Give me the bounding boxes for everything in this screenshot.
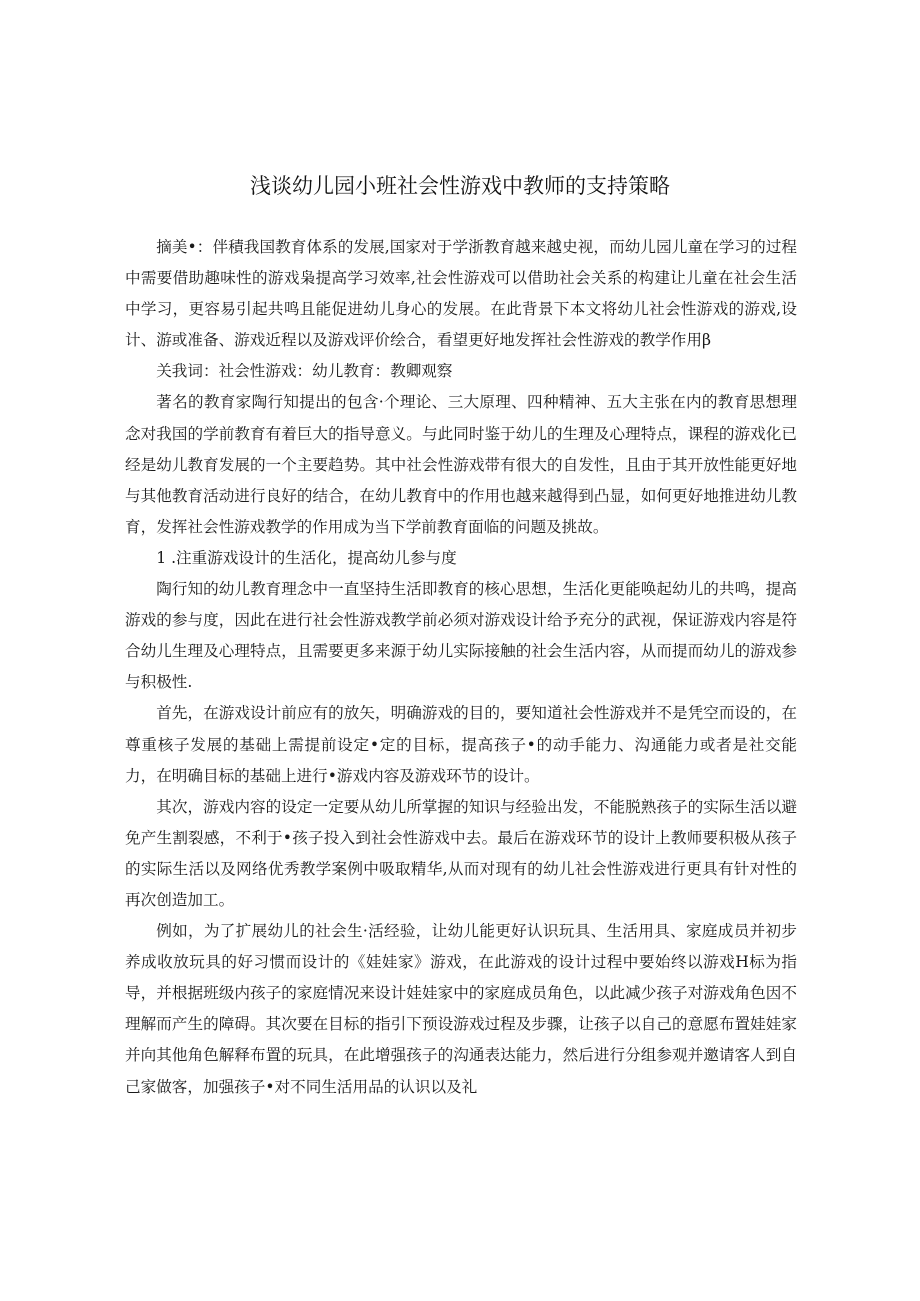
section-heading: 1 .注重游戏设计的生活化，提高幼儿参与度 [156, 548, 457, 567]
document-title: 浅谈幼儿园小班社会性游戏中教师的支持策略 [250, 174, 670, 198]
body-paragraph: 著名的教育家陶行知提出的包含·个理论、三大原理、四种精神、五大主张在内的教育思想理念对我国的学前教育有着巨大的指导意义。与此同时鉴于幼儿的生理及心理特点，课程的游戏化已经是幼儿教育发展的一个主要趋势。其中社会性游戏带有很大的自发性，且由于其开放性能更好地与其他教育活动进行良好的结合，在幼儿教育中的作用也越来越得到凸显，如何更好地推进幼儿教育，发挥社会性游戏教学的作用成为当下学前教育面临的问题及挑故。 [125, 393, 797, 536]
body-paragraph: 例如，为了扩展幼儿的社会生·活经验，让幼儿能更好认识玩具、生活用具、家庭成员并初步养成收放玩具的好习惯而设计的《娃娃家》游戏，在此游戏的设计过程中要始终以游戏H标为指导，并根据班级内孩子的家庭情况来设计娃娃家中的家庭成员角色，以此减少孩子对游戏角色因不理解而产生的障碍。其次要在目标的指引下预设游戏过程及步骤，让孩子以自己的意愿布置娃娃家并向其他角色解释布置的玩具，在此增强孩子的沟通表达能力，然后进行分组参观并邀请客人到自己家做客，加强孩子•对不同生活用品的认识以及礼 [125, 922, 797, 1096]
body-paragraph: 其次，游戏内容的设定一定要从幼儿所掌握的知识与经验出发，不能脱熟孩子的实际生活以避免产生割裂感，不利于•孩子投入到社会性游戏中去。最后在游戏环节的设计上教师要积极从孩子的实际生活以及网络优秀教学案例中吸取精华,从而对现有的幼儿社会性游戏进行更具有针对性的再次创造加工。 [125, 797, 797, 909]
document-body [125, 232, 797, 1103]
body-paragraph: 首先，在游戏设计前应有的放矢，明确游戏的目的，要知道社会性游戏并不是凭空而设的，在尊重核子发展的基础上需提前设定•定的目标，提高孩子•的动手能力、沟通能力或者是社交能力，在明确目标的基础上进行•游戏内容及游戏环节的设计。 [125, 704, 797, 785]
abstract-paragraph: 摘美•：伴積我国教育体系的发展,国家对于学浙教育越来越史视，而幼儿园儿童在学习的过程中需要借助趣味性的游戏枭提高学习效率,社会性游戏可以借助社会关系的构建让儿童在社会生活中学习，更容易引起共鸣且能促进幼儿身心的发展。在此背景下本文将幼儿社会性游戏的游戏,设计、游或准备、游戏近程以及游戏评价绘合，看望更好地发挥社会性游戏的教学作用β [125, 238, 797, 350]
body-paragraph: 陶行知的幼儿教育理念中一直坚持生活即教育的核心思想，生活化更能唤起幼儿的共鸣，提高游戏的参与度，因此在进行社会性游戏教学前必须对游戏设计给予充分的武视，保证游戏内容是符合幼儿生理及心理特点，且需要更多来源于幼儿实际接触的社会生活内容，从而提而幼儿的游戏参与积极性. [125, 580, 797, 692]
keywords-line: 关我词：社会性游戏：幼儿教育：教卿观察 [156, 362, 453, 381]
